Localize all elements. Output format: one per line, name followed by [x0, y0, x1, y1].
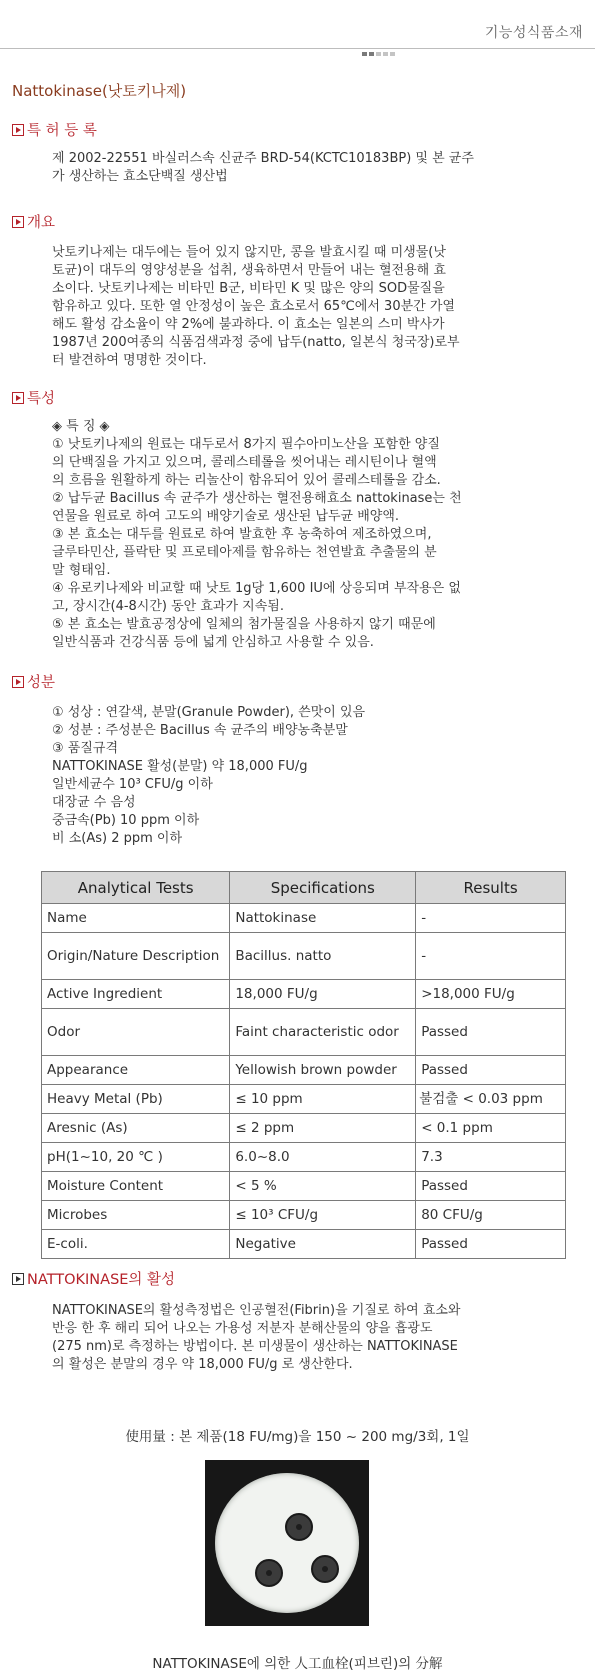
table-cell: Aresnic (As) — [42, 1114, 230, 1143]
table-row — [42, 1056, 566, 1085]
section-patent-heading — [12, 119, 97, 140]
text-line: ④ 유로키나제와 비교할 때 낫토 1g당 1,600 IU에 상응되며 부작용은 없 — [52, 581, 461, 596]
section-composition-heading — [12, 671, 55, 692]
section-activity-heading — [12, 1268, 175, 1289]
table-cell: Active Ingredient — [42, 980, 230, 1009]
page-title: Nattokinase(낫토키나제) — [12, 82, 187, 100]
spec-table — [41, 871, 566, 1259]
table-row — [42, 1172, 566, 1201]
column-header: Specifications — [230, 872, 416, 904]
table-cell: Name — [42, 904, 230, 933]
section-title: 개요 — [27, 215, 56, 231]
table-row — [42, 1201, 566, 1230]
section-activity-body — [52, 1302, 562, 1374]
table-cell: ≤ 10³ CFU/g — [230, 1201, 416, 1230]
table-cell: Faint characteristic odor — [230, 1009, 416, 1056]
table-row — [42, 933, 566, 980]
text-line: 의 단백질을 가지고 있으며, 콜레스테롤을 씻어내는 레시틴이나 혈액 — [52, 455, 437, 470]
section-overview-heading — [12, 211, 55, 232]
fibrin-well — [311, 1555, 339, 1583]
fibrin-well — [285, 1513, 313, 1541]
table-cell: Origin/Nature Description — [42, 933, 230, 980]
text-line: ① 성상 : 연갈색, 분말(Granule Powder), 쓴맛이 있음 — [52, 705, 366, 720]
table-row — [42, 904, 566, 933]
table-cell: ≤ 10 ppm — [230, 1085, 416, 1114]
text-line: ② 성분 : 주성분은 Bacillus 속 균주의 배양농축분말 — [52, 723, 348, 738]
bullet-arrow-icon — [12, 124, 24, 136]
text-line: ⑤ 본 효소는 발효공정상에 일체의 첨가물질을 사용하지 않기 때문에 — [52, 617, 436, 632]
petri-plate — [215, 1473, 359, 1613]
category-label: 기능성식품소재 — [484, 25, 583, 41]
header-dots — [362, 52, 395, 56]
text-line: 글루타민산, 플락탄 및 프로테아제를 함유하는 천연발효 추출물의 분 — [52, 545, 437, 560]
section-title: 성분 — [27, 675, 56, 691]
text-line: 말 형태임. — [52, 563, 111, 578]
table-cell: Negative — [230, 1230, 416, 1259]
text-line: 제 2002-22551 바실러스속 신균주 BRD-54(KCTC10183BP) 및 본 균주 — [52, 151, 474, 166]
table-row — [42, 1114, 566, 1143]
table-cell: Heavy Metal (Pb) — [42, 1085, 230, 1114]
table-cell: Passed — [416, 1009, 566, 1056]
table-cell: 6.0~8.0 — [230, 1143, 416, 1172]
text-line: ③ 품질규격 — [52, 741, 119, 756]
text-line: 의 흐름을 원활하게 하는 리놀산이 함유되어 있어 콜레스테롤을 감소. — [52, 473, 441, 488]
text-line: 터 발견하여 명명한 것이다. — [52, 353, 207, 368]
table-cell: E-coli. — [42, 1230, 230, 1259]
table-cell: - — [416, 933, 566, 980]
text-line: 대장균 수 음성 — [52, 795, 136, 810]
table-cell: Appearance — [42, 1056, 230, 1085]
table-cell: Passed — [416, 1230, 566, 1259]
text-line: 가 생산하는 효소단백질 생산법 — [52, 169, 228, 184]
bullet-arrow-icon — [12, 216, 24, 228]
section-overview-body — [52, 244, 562, 370]
table-cell: Yellowish brown powder — [230, 1056, 416, 1085]
text-line: 고, 장시간(4-8시간) 동안 효과가 지속됨. — [52, 599, 284, 614]
table-cell: Odor — [42, 1009, 230, 1056]
section-title: 특 허 등 록 — [27, 123, 97, 139]
table-cell: >18,000 FU/g — [416, 980, 566, 1009]
table-cell: ≤ 2 ppm — [230, 1114, 416, 1143]
column-header: Analytical Tests — [42, 872, 230, 904]
section-features-heading — [12, 387, 55, 408]
section-title: 특성 — [27, 391, 56, 407]
text-line: NATTOKINASE 활성(분말) 약 18,000 FU/g — [52, 759, 308, 774]
table-cell: < 0.1 ppm — [416, 1114, 566, 1143]
petri-dish-photo — [205, 1460, 369, 1626]
table-row — [42, 1009, 566, 1056]
table-cell: 80 CFU/g — [416, 1201, 566, 1230]
bullet-arrow-icon — [12, 676, 24, 688]
bullet-arrow-icon — [12, 392, 24, 404]
text-line: 낫토키나제는 대두에는 들어 있지 않지만, 콩을 발효시킬 때 미생물(낫 — [52, 245, 446, 260]
table-row — [42, 1143, 566, 1172]
header-divider — [0, 48, 595, 49]
text-line: 연물을 원료로 하여 고도의 배양기술로 생산된 납두균 배양액. — [52, 509, 400, 524]
text-line: 일반세균수 10³ CFU/g 이하 — [52, 777, 213, 792]
section-title: NATTOKINASE의 활성 — [27, 1272, 176, 1288]
text-line: NATTOKINASE의 활성측정법은 인공혈전(Fibrin)을 기질로 하여 효소와 — [52, 1303, 461, 1318]
table-cell: Passed — [416, 1172, 566, 1201]
table-header-row — [42, 872, 566, 904]
text-line: 중금속(Pb) 10 ppm 이하 — [52, 813, 200, 828]
section-patent-body — [52, 150, 562, 186]
table-cell: Nattokinase — [230, 904, 416, 933]
table-row — [42, 980, 566, 1009]
text-line: 토균)이 대두의 영양성분을 섭취, 생육하면서 만들어 내는 혈전용해 효 — [52, 263, 446, 278]
table-row — [42, 1085, 566, 1114]
table-cell: 18,000 FU/g — [230, 980, 416, 1009]
text-line: 함유하고 있다. 또한 열 안정성이 높은 효소로서 65℃에서 30분간 가열 — [52, 299, 455, 314]
text-line: ① 낫토키나제의 원료는 대두로서 8가지 필수아미노산을 포함한 양질 — [52, 437, 440, 452]
table-cell: 7.3 — [416, 1143, 566, 1172]
section-features-body — [52, 418, 562, 652]
table-cell: Microbes — [42, 1201, 230, 1230]
usage-text: 使用量 : 본 제품(18 FU/mg)을 150 ~ 200 mg/3회, 1일 — [125, 1429, 470, 1445]
text-line: 소이다. 낫토키나제는 비타민 B군, 비타민 K 및 많은 양의 SOD물질을 — [52, 281, 445, 296]
text-line: ② 납두균 Bacillus 속 균주가 생산하는 혈전용해효소 nattokinase는 천 — [52, 491, 462, 506]
table-cell: Passed — [416, 1056, 566, 1085]
table-cell: - — [416, 904, 566, 933]
bullet-arrow-icon — [12, 1273, 24, 1285]
table-cell: 불검출 < 0.03 ppm — [416, 1085, 566, 1114]
text-line: 일반식품과 건강식품 등에 넓게 안심하고 사용할 수 있음. — [52, 635, 374, 650]
section-composition-body — [52, 704, 562, 848]
text-line: 1987년 200여종의 식품검색과정 중에 납두(natto, 일본식 청국장)로부 — [52, 335, 460, 350]
text-line: ③ 본 효소는 대두를 원료로 하여 발효한 후 농축하여 제조하였으며, — [52, 527, 432, 542]
column-header: Results — [416, 872, 566, 904]
figure-caption: NATTOKINASE에 의한 人工血栓(피브린)의 分解 — [152, 1656, 443, 1672]
text-line: ◈ 특 징 ◈ — [52, 419, 110, 434]
table-cell: Bacillus. natto — [230, 933, 416, 980]
text-line: 반응 한 후 해리 되어 나오는 가용성 저분자 분해산물의 양을 흡광도 — [52, 1321, 433, 1336]
fibrin-well — [255, 1559, 283, 1587]
text-line: 비 소(As) 2 ppm 이하 — [52, 831, 183, 846]
text-line: 해도 활성 감소율이 약 2%에 불과하다. 이 효소는 일본의 스미 박사가 — [52, 317, 445, 332]
table-cell: < 5 % — [230, 1172, 416, 1201]
text-line: 의 활성은 분말의 경우 약 18,000 FU/g 로 생산한다. — [52, 1357, 353, 1372]
text-line: (275 nm)로 측정하는 방법이다. 본 미생물이 생산하는 NATTOKINASE — [52, 1339, 458, 1354]
table-cell: pH(1~10, 20 ℃ ) — [42, 1143, 230, 1172]
table-row — [42, 1230, 566, 1259]
table-cell: Moisture Content — [42, 1172, 230, 1201]
